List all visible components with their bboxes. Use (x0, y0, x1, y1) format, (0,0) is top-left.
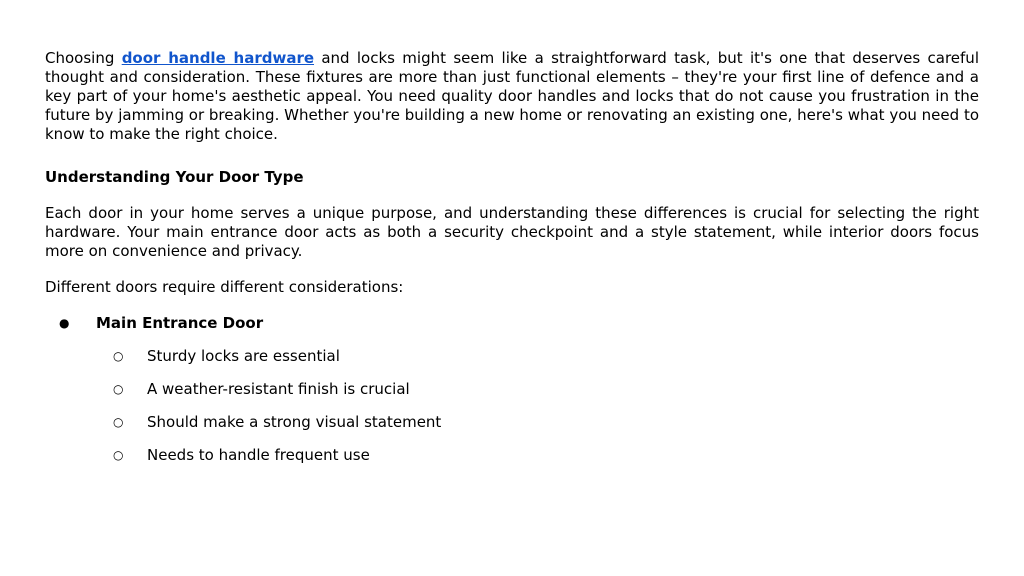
door-handle-hardware-link[interactable]: door handle hardware (121, 49, 315, 67)
door-type-paragraph: Each door in your home serves a unique purpose, and understanding these differences is crucial for selecting the right hardware. Your main entrance door acts as both a security checkpoint and a style statement, while interior doors focus more on convenience and privacy. (45, 204, 979, 260)
sub-list-item-label: A weather-resistant finish is crucial (147, 380, 410, 398)
sub-list-item-label: Needs to handle frequent use (147, 446, 370, 464)
section-heading: Understanding Your Door Type (45, 168, 304, 186)
sub-list-item (45, 413, 979, 446)
sub-list-item (45, 380, 979, 413)
filled-bullet-icon: ● (59, 316, 70, 330)
intro-rest-text: and locks might seem like a straightforward task, but it's one that deserves careful thought and consideration. These fixtures are more than just functional elements – they're your first line of defence and a key part of your home's aesthetic appeal. You need quality door handles and locks that do not cause you frustration in the future by jamming or breaking. Whether you're building a new home or renovating an existing one, here's what you need to know to make the right choice. (45, 49, 979, 143)
hollow-bullet-icon: ○ (113, 349, 124, 363)
sub-list-item (45, 347, 979, 380)
sub-list (45, 347, 979, 479)
considerations-intro: Different doors require different considerations: (45, 278, 404, 296)
hollow-bullet-icon: ○ (113, 415, 124, 429)
hollow-bullet-icon: ○ (113, 382, 124, 396)
intro-lead-text: Choosing (45, 49, 122, 67)
list-item-label: Main Entrance Door (96, 314, 264, 332)
sub-list-item-label: Sturdy locks are essential (147, 347, 340, 365)
sub-list-item (45, 446, 979, 479)
hollow-bullet-icon: ○ (113, 448, 124, 462)
intro-paragraph (45, 49, 979, 144)
sub-list-item-label: Should make a strong visual statement (147, 413, 442, 431)
